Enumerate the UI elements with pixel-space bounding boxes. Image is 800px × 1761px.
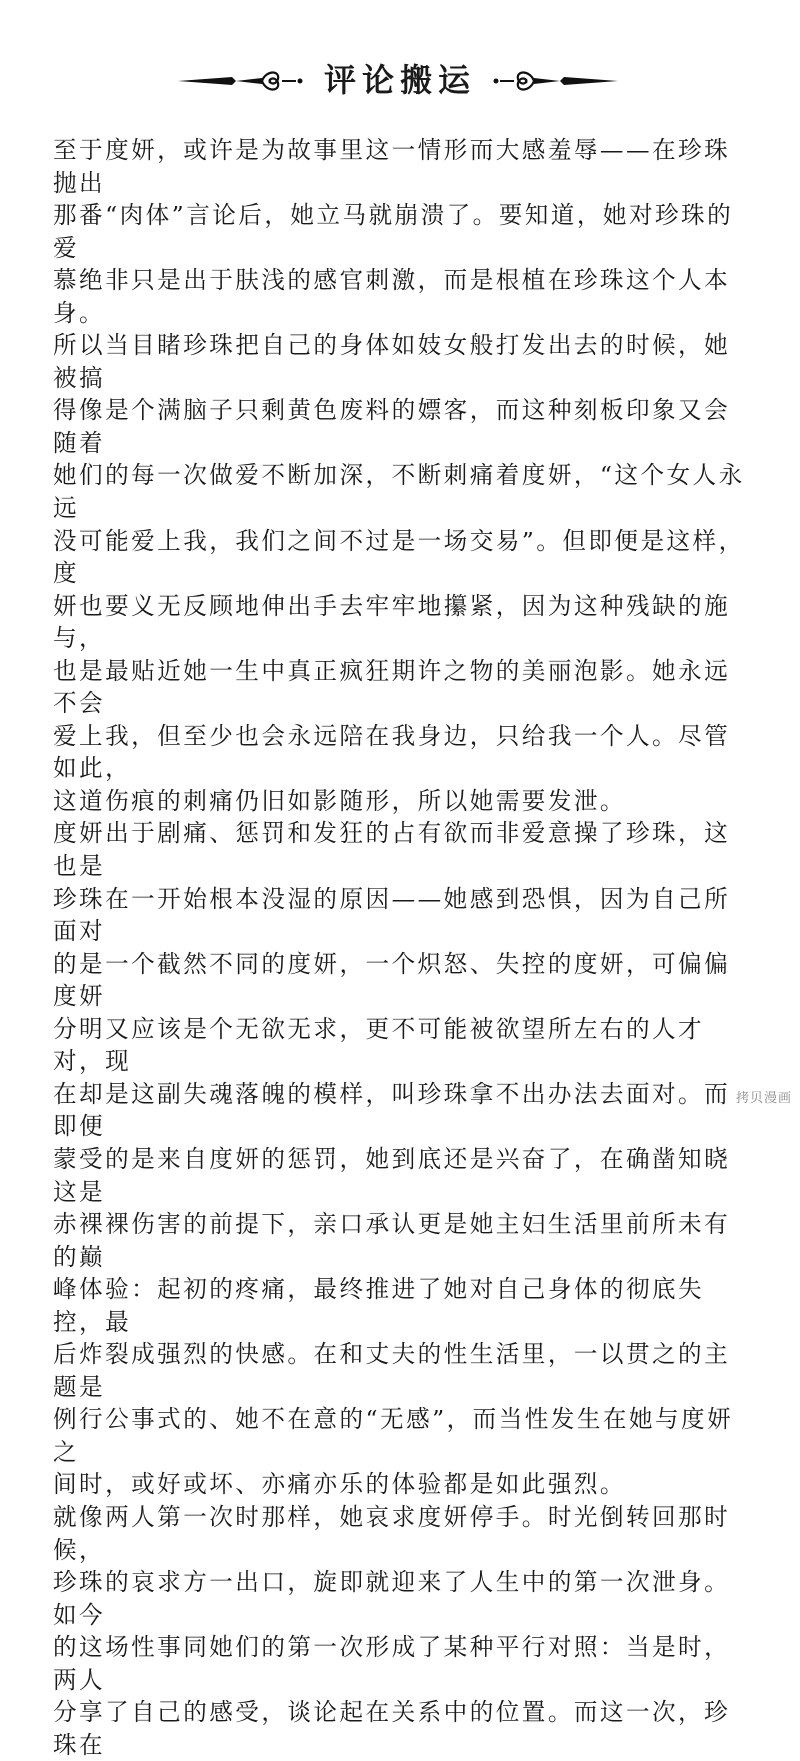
paragraph: 至于度妍，或许是为故事里这一情形而大感羞辱——在珍珠抛出 那番“肉体”言论后，她立马就崩溃了。要知道，她对珍珠的爱 慕绝非只是出于肤浅的感官刺激，而是根植在珍珠这个人本身。 所以当目睹珍珠把自己的身体如妓女般打发出去的时候，她被搞 得像是个满脑子只剩黄色废料的嫖客，而这种刻板印象又会随着 她们的每一次做爱不断加深，不断刺痛着度妍，“这个女人永远 没可能爱上我，我们之间不过是一场交易”。但即便是这样，度 妍也要义无反顾地伸出手去牢牢地攥紧，因为这种残缺的施与， 也是最贴近她一生中真正疯狂期许之物的美丽泡影。她永远不会 爱上我，但至少也会永远陪在我身边，只给我一个人。尽管如此， 这道伤痕的刺痛仍旧如影随形，所以她需要发泄。 [53,136,745,815]
site-watermark: 拷贝漫画 [735,1091,792,1106]
paragraph: 度妍出于剧痛、惩罚和发狂的占有欲而非爱意操了珍珠，这也是 珍珠在一开始根本没湿的原因——她感到恐惧，因为自己所面对 的是一个截然不同的度妍，一个炽怒、失控的度妍，可偏偏度妍 分明又应该是个无欲无求，更不可能被欲望所左右的人才对，现 在却是这副失魂落魄的模样，叫珍珠拿不出办法去面对。而即便 蒙受的是来自度妍的惩罚，她到底还是兴奋了，在确凿知晓这是 赤裸裸伤害的前提下，亲口承认更是她主妇生活里前所未有的巅 峰体验：起初的疼痛，最终推进了她对自己身体的彻底失控，最 后炸裂成强烈的快感。在和丈夫的性生活里，一以贯之的主题是 例行公事式的、她不在意的“无感”，而当性发生在她与度妍之 间时，或好或坏、亦痛亦乐的体验都是如此强烈。 [53,819,734,1499]
header-banner [0,48,800,112]
article-body [53,134,753,1761]
paragraph: 就像两人第一次时那样，她哀求度妍停手。时光倒转回那时候， 珍珠的哀求方一出口，旋即就迎来了人生中的第一次泄身。如今 的这场性事同她们的第一次形成了某种平行对照：当是时，两人 分享了自己的感受，谈论起在关系中的位置。而这一次，珍珠在 [53,1502,731,1759]
section-title: 评论搬运 [323,61,476,99]
